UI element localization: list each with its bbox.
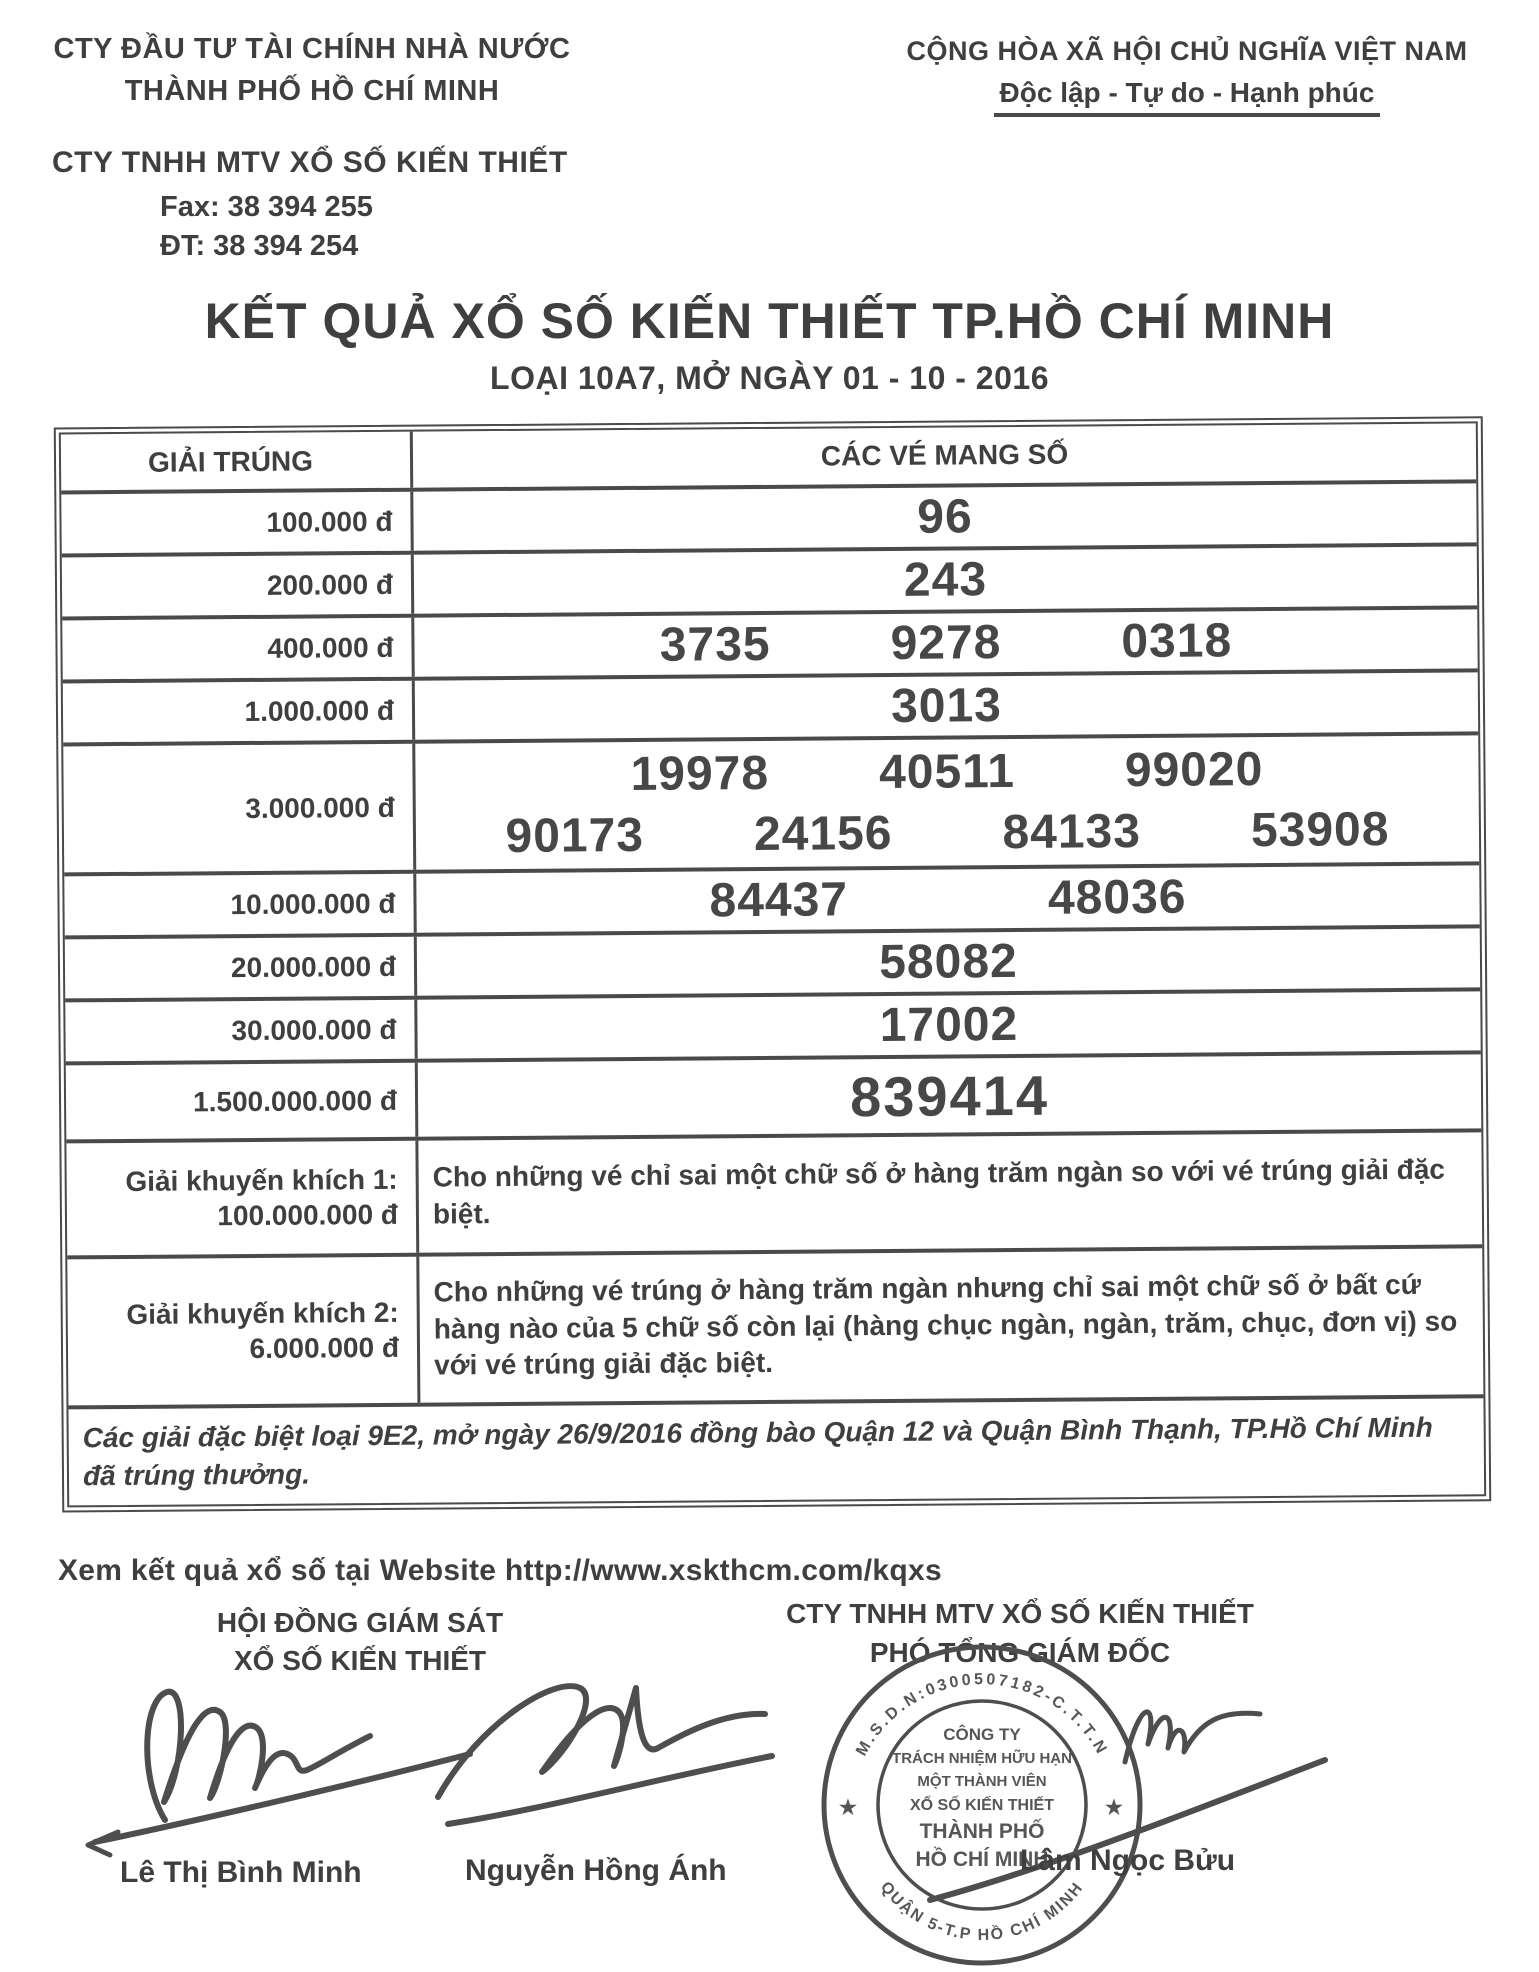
consolation-title: Giải khuyến khích 2:	[126, 1297, 399, 1331]
signer-name: Lâm Ngọc Bửu	[1020, 1843, 1236, 1877]
winning-numbers	[414, 547, 1477, 614]
consolation-prize-label	[67, 1257, 420, 1406]
letterhead	[0, 0, 1539, 266]
winning-number: 99020	[1124, 743, 1264, 798]
signer-name: Lê Thị Bình Minh	[120, 1855, 362, 1889]
winning-number: 48036	[1047, 871, 1187, 926]
prize-amount: 10.000.000 đ	[64, 874, 416, 936]
signer-name: Nguyễn Hồng Ánh	[465, 1853, 727, 1887]
table-row	[65, 988, 1480, 1062]
winning-numbers	[418, 1055, 1482, 1137]
consolation-title: Giải khuyến khích 1:	[125, 1164, 398, 1198]
stamp-arc-bottom-text: QUẬN 5-T.P HỒ CHÍ MINH	[876, 1878, 1088, 1944]
table-row	[61, 480, 1476, 554]
website-info: Xem kết quả xổ số tại Website http://www.xskthcm.com/kqxs	[58, 1553, 942, 1587]
stamp-star-icon: ★	[839, 1796, 857, 1819]
winning-numbers	[415, 736, 1479, 870]
table-row-note	[68, 1395, 1484, 1506]
stamp-inner-line: CÔNG TY	[943, 1724, 1021, 1744]
consolation-amount: 6.000.000 đ	[249, 1332, 400, 1365]
winning-number: 84133	[1002, 805, 1142, 860]
special-prize-note: Các giải đặc biệt loại 9E2, mở ngày 26/9/2016 đồng bào Quận 12 và Quận Bình Thạnh, TP.Hồ Chí Minh đã trúng thưởng.	[82, 1412, 1433, 1492]
winning-number: 40511	[878, 745, 1016, 800]
stamp-inner-line: XỔ SỐ KIẾN THIẾT	[909, 1796, 1055, 1814]
table-row	[63, 669, 1478, 743]
prize-amount: 30.000.000 đ	[65, 1000, 417, 1062]
winning-number: 58082	[879, 935, 1018, 990]
company-signature-line2: PHÓ TỔNG GIÁM ĐỐC	[869, 1637, 1171, 1669]
table-row-consolation-1	[66, 1129, 1482, 1256]
winning-number: 17002	[879, 998, 1019, 1053]
stamp-inner-line: TRÁCH NHIỆM HỮU HẠN	[892, 1749, 1072, 1767]
winning-numbers	[417, 992, 1480, 1059]
prize-amount: 400.000 đ	[62, 618, 414, 680]
table-row-special-prize	[66, 1051, 1482, 1140]
org-name-line1: CTY ĐẦU TƯ TÀI CHÍNH NHÀ NƯỚC	[53, 33, 571, 65]
winning-number: 96	[917, 490, 973, 545]
consolation-prize-label	[66, 1141, 419, 1256]
winning-numbers	[417, 929, 1480, 996]
winning-numbers	[416, 866, 1479, 933]
table-header-row	[61, 424, 1476, 491]
page-title: KẾT QUẢ XỔ SỐ KIẾN THIẾT TP.HỒ CHÍ MINH	[204, 293, 1335, 350]
country-title: CỘNG HÒA XÃ HỘI CHỦ NGHĨA VIỆT NAM	[906, 36, 1468, 66]
winning-number: 53908	[1250, 803, 1390, 858]
results-table	[54, 417, 1491, 1513]
prize-amount: 1.000.000 đ	[63, 681, 415, 743]
prize-amount: 3.000.000 đ	[63, 744, 416, 873]
phone-number: ĐT: 38 394 254	[160, 230, 359, 263]
stamp-arc-top-text: M.S.D.N:0300507182-C.T.T.N	[853, 1671, 1111, 1759]
contact-info	[160, 188, 572, 266]
stamp-inner-line: THÀNH PHỐ	[919, 1819, 1045, 1843]
org-name-line2: THÀNH PHỐ HỒ CHÍ MINH	[124, 75, 500, 108]
winning-number: 3735	[659, 618, 771, 673]
winning-number: 9278	[890, 616, 1002, 671]
winning-numbers	[414, 610, 1477, 677]
fax-number: Fax: 38 394 255	[160, 191, 373, 224]
stamp-inner-line: MỘT THÀNH VIÊN	[917, 1772, 1047, 1790]
company-signature-line1: CTY TNHH MTV XỔ SỐ KIẾN THIẾT	[786, 1597, 1254, 1629]
column-header-prize: GIẢI TRÚNG	[61, 432, 413, 491]
letterhead-right	[887, 28, 1487, 266]
consolation-amount: 100.000.000 đ	[217, 1199, 399, 1232]
consolation-description: Cho những vé chỉ sai một chữ số ở hàng trăm ngàn so với vé trúng giải đặc biệt.	[432, 1154, 1446, 1230]
winning-number: 243	[903, 553, 988, 608]
signature-lam-ngoc-buu	[790, 1652, 1330, 1932]
signature-section	[0, 1592, 1539, 1942]
winning-numbers	[413, 484, 1476, 551]
winning-numbers	[415, 673, 1478, 740]
table-row	[65, 925, 1480, 999]
signature-nguyen-hong-anh	[420, 1662, 790, 1852]
consolation-description: Cho những vé trúng ở hàng trăm ngàn nhưng chỉ sai một chữ số ở bất cứ hàng nào của 5 chữ số còn lại (hàng chục ngàn, ngàn, trăm, chục, đơn vị) so với vé trúng giải đặc biệt.	[433, 1268, 1458, 1382]
winning-number: 90173	[505, 809, 645, 864]
org-name	[52, 28, 572, 112]
prize-amount: 100.000 đ	[61, 492, 413, 554]
prize-amount: 20.000.000 đ	[65, 937, 417, 999]
column-header-numbers: CÁC VÉ MANG SỐ	[820, 438, 1069, 472]
page-subtitle: LOẠI 10A7, MỞ NGÀY 01 - 10 - 2016	[490, 360, 1049, 397]
winning-number: 19978	[630, 747, 770, 802]
table-row	[62, 543, 1477, 617]
winning-number: 3013	[890, 679, 1003, 734]
company-name: CTY TNHH MTV XỔ SỐ KIẾN THIẾT	[52, 146, 568, 180]
winning-number: 24156	[753, 807, 893, 862]
table-row-consolation-2	[67, 1245, 1483, 1406]
stamp-star-icon: ★	[1105, 1796, 1123, 1819]
supervisory-board-line2: XỔ SỐ KIẾN THIẾT	[233, 1644, 487, 1676]
table-row	[63, 732, 1479, 873]
stamp-inner-line: HỒ CHÍ MINH	[915, 1847, 1049, 1871]
winning-number: 839414	[849, 1063, 1050, 1129]
national-motto: Độc lập - Tự do - Hạnh phúc	[994, 77, 1381, 117]
table-row	[64, 862, 1479, 936]
prize-amount: 1.500.000.000 đ	[66, 1063, 419, 1140]
winning-number: 0318	[1121, 614, 1233, 669]
prize-amount: 200.000 đ	[62, 555, 414, 617]
supervisory-board-line1: HỘI ĐỒNG GIÁM SÁT	[216, 1606, 504, 1638]
winning-number: 84437	[709, 873, 849, 928]
letterhead-left	[52, 28, 572, 266]
table-row	[62, 606, 1477, 680]
